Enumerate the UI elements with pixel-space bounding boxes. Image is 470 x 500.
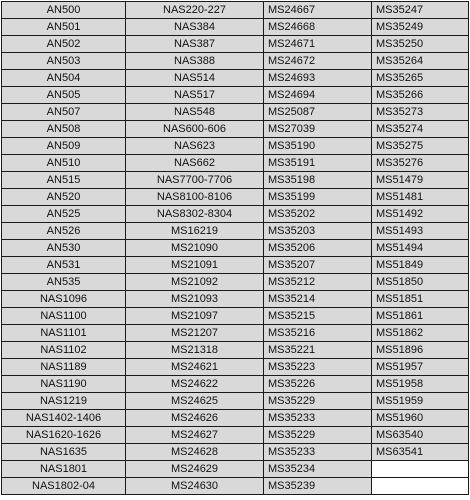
table-row xyxy=(2,104,469,121)
table-cell: AN525 xyxy=(2,206,126,223)
table-cell: NAS1102 xyxy=(2,342,126,359)
table-cell: AN508 xyxy=(2,121,126,138)
table-cell: MS27039 xyxy=(264,121,372,138)
table-cell: MS51896 xyxy=(372,342,469,359)
table-cell: MS35250 xyxy=(372,36,469,53)
table-cell: NAS517 xyxy=(126,87,264,104)
table-row xyxy=(2,138,469,155)
table-cell: MS24693 xyxy=(264,70,372,87)
table-cell: MS24627 xyxy=(126,427,264,444)
table-cell: MS51492 xyxy=(372,206,469,223)
table-cell: MS35266 xyxy=(372,87,469,104)
table-row xyxy=(2,223,469,240)
table-body xyxy=(2,2,469,495)
table-cell: AN530 xyxy=(2,240,126,257)
table-cell: MS51493 xyxy=(372,223,469,240)
table-cell: NAS220-227 xyxy=(126,2,264,19)
table-cell: MS35190 xyxy=(264,138,372,155)
table-row xyxy=(2,155,469,172)
table-cell: MS35275 xyxy=(372,138,469,155)
table-cell: MS51850 xyxy=(372,274,469,291)
table-cell: AN500 xyxy=(2,2,126,19)
table-cell: MS24626 xyxy=(126,410,264,427)
table-cell: MS24622 xyxy=(126,376,264,393)
table-cell: NAS384 xyxy=(126,19,264,36)
table-cell: MS35214 xyxy=(264,291,372,308)
table-cell: NAS1635 xyxy=(2,444,126,461)
table-cell: AN515 xyxy=(2,172,126,189)
table-cell: MS24668 xyxy=(264,19,372,36)
table-cell: MS35207 xyxy=(264,257,372,274)
table-cell: MS51862 xyxy=(372,325,469,342)
table-cell: MS21207 xyxy=(126,325,264,342)
table-cell: MS35223 xyxy=(264,359,372,376)
table-cell: NAS8302-8304 xyxy=(126,206,264,223)
table-cell: MS16219 xyxy=(126,223,264,240)
table-cell: NAS388 xyxy=(126,53,264,70)
table-cell: MS21097 xyxy=(126,308,264,325)
table-cell: NAS7700-7706 xyxy=(126,172,264,189)
table-cell: MS51959 xyxy=(372,393,469,410)
table-row xyxy=(2,342,469,359)
table-cell: MS35221 xyxy=(264,342,372,359)
table-cell: MS24621 xyxy=(126,359,264,376)
table-cell: MS63540 xyxy=(372,427,469,444)
table-cell: MS24671 xyxy=(264,36,372,53)
table-cell: MS21318 xyxy=(126,342,264,359)
table-cell: AN531 xyxy=(2,257,126,274)
table-cell: NAS1101 xyxy=(2,325,126,342)
table-cell: NAS1620-1626 xyxy=(2,427,126,444)
table-cell: AN509 xyxy=(2,138,126,155)
table-cell: MS24628 xyxy=(126,444,264,461)
table-cell: MS21093 xyxy=(126,291,264,308)
table-cell: AN526 xyxy=(2,223,126,240)
table-cell: MS35215 xyxy=(264,308,372,325)
table-row xyxy=(2,53,469,70)
table-row xyxy=(2,189,469,206)
table-cell: AN502 xyxy=(2,36,126,53)
table-cell: MS25087 xyxy=(264,104,372,121)
table-cell: MS51958 xyxy=(372,376,469,393)
table-cell: MS35264 xyxy=(372,53,469,70)
table-cell: NAS1096 xyxy=(2,291,126,308)
table-cell: MS24625 xyxy=(126,393,264,410)
table-cell: NAS623 xyxy=(126,138,264,155)
table-row xyxy=(2,70,469,87)
table-cell: MS21091 xyxy=(126,257,264,274)
table-cell: MS35229 xyxy=(264,427,372,444)
table-cell: MS51861 xyxy=(372,308,469,325)
table-cell: MS21092 xyxy=(126,274,264,291)
table-cell: MS24672 xyxy=(264,53,372,70)
table-row xyxy=(2,427,469,444)
table-cell: MS35233 xyxy=(264,444,372,461)
table-cell: MS35276 xyxy=(372,155,469,172)
table-row xyxy=(2,19,469,36)
table-row xyxy=(2,478,469,495)
table-cell: MS35265 xyxy=(372,70,469,87)
table-cell: MS35202 xyxy=(264,206,372,223)
table-cell: NAS1801 xyxy=(2,461,126,478)
table-cell: AN501 xyxy=(2,19,126,36)
table-row xyxy=(2,87,469,104)
table-cell xyxy=(372,478,469,495)
table-row xyxy=(2,325,469,342)
table-cell: MS35203 xyxy=(264,223,372,240)
table-cell: NAS1402-1406 xyxy=(2,410,126,427)
table-cell: MS63541 xyxy=(372,444,469,461)
table-cell: AN520 xyxy=(2,189,126,206)
table-cell: MS35233 xyxy=(264,410,372,427)
part-number-table xyxy=(1,1,469,495)
table-row xyxy=(2,257,469,274)
table-row xyxy=(2,291,469,308)
table-row xyxy=(2,274,469,291)
table-cell: NAS8100-8106 xyxy=(126,189,264,206)
table-cell: NAS662 xyxy=(126,155,264,172)
table-cell: MS35191 xyxy=(264,155,372,172)
table-cell: MS35212 xyxy=(264,274,372,291)
table-cell: MS35206 xyxy=(264,240,372,257)
table-cell: MS35198 xyxy=(264,172,372,189)
table-cell: MS35199 xyxy=(264,189,372,206)
table-cell: MS51957 xyxy=(372,359,469,376)
table-row xyxy=(2,36,469,53)
table-row xyxy=(2,206,469,223)
table-row xyxy=(2,410,469,427)
table-cell: MS24694 xyxy=(264,87,372,104)
table-cell: NAS1189 xyxy=(2,359,126,376)
table-cell: AN505 xyxy=(2,87,126,104)
table-cell: NAS1190 xyxy=(2,376,126,393)
table-cell: AN504 xyxy=(2,70,126,87)
table-row xyxy=(2,444,469,461)
table-cell: MS35239 xyxy=(264,478,372,495)
table-cell: AN535 xyxy=(2,274,126,291)
table-cell: AN510 xyxy=(2,155,126,172)
table-cell: AN503 xyxy=(2,53,126,70)
table-cell: NAS387 xyxy=(126,36,264,53)
table-row xyxy=(2,2,469,19)
table-cell: MS35216 xyxy=(264,325,372,342)
table-cell: NAS548 xyxy=(126,104,264,121)
table-cell: MS51851 xyxy=(372,291,469,308)
table-cell: NAS1219 xyxy=(2,393,126,410)
table-cell: MS21090 xyxy=(126,240,264,257)
table-cell: MS35247 xyxy=(372,2,469,19)
table-cell: MS51960 xyxy=(372,410,469,427)
table-cell: MS35229 xyxy=(264,393,372,410)
table-cell: MS24667 xyxy=(264,2,372,19)
table-row xyxy=(2,376,469,393)
table-cell: MS51849 xyxy=(372,257,469,274)
table-cell: MS35226 xyxy=(264,376,372,393)
table-cell: AN507 xyxy=(2,104,126,121)
table-cell: MS51479 xyxy=(372,172,469,189)
table-row xyxy=(2,121,469,138)
table-cell: NAS1802-04 xyxy=(2,478,126,495)
table-cell: MS24629 xyxy=(126,461,264,478)
table-cell: NAS600-606 xyxy=(126,121,264,138)
table-row xyxy=(2,359,469,376)
table-cell: MS51494 xyxy=(372,240,469,257)
table-row xyxy=(2,240,469,257)
table-row xyxy=(2,308,469,325)
table-cell: MS35234 xyxy=(264,461,372,478)
table-cell: MS51481 xyxy=(372,189,469,206)
table-cell: MS35274 xyxy=(372,121,469,138)
table-cell: NAS1100 xyxy=(2,308,126,325)
table-cell: MS35249 xyxy=(372,19,469,36)
table-row xyxy=(2,393,469,410)
table-cell: MS35273 xyxy=(372,104,469,121)
table-row xyxy=(2,461,469,478)
table-cell xyxy=(372,461,469,478)
table-cell: NAS514 xyxy=(126,70,264,87)
table-row xyxy=(2,172,469,189)
table-cell: MS24630 xyxy=(126,478,264,495)
